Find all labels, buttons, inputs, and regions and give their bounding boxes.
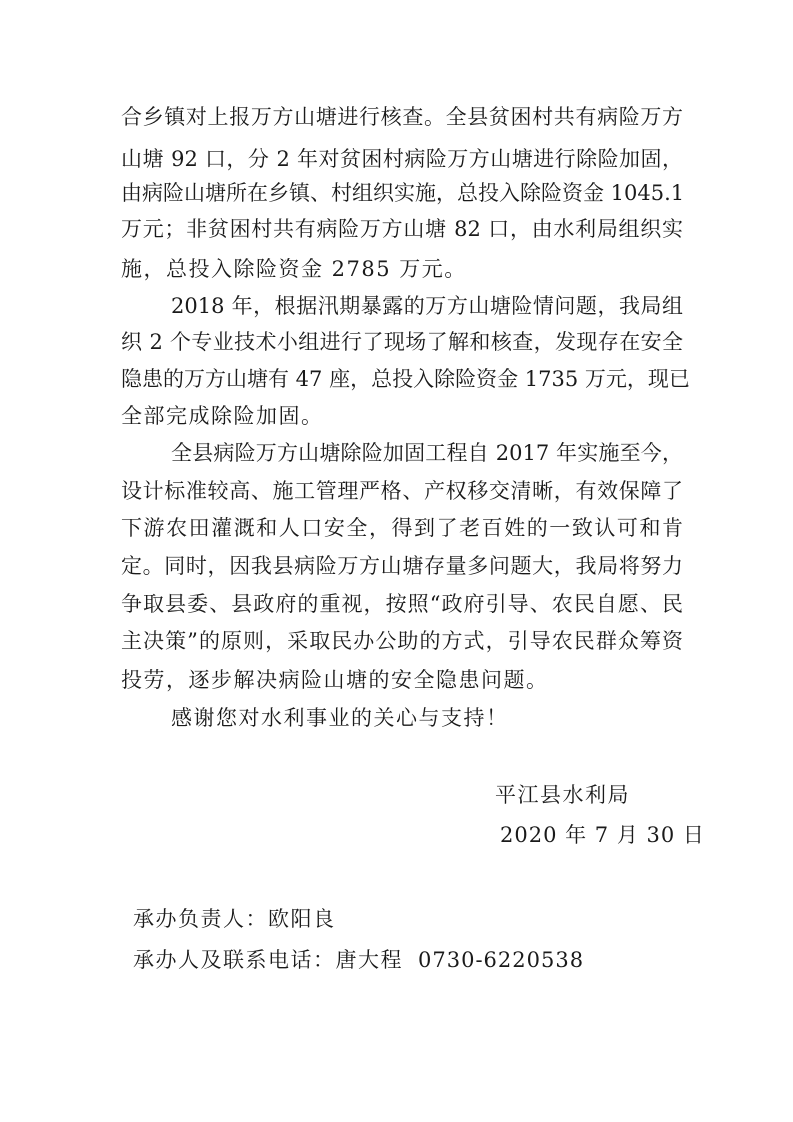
signature-date: 2020 年 7 月 30 日 [500, 823, 705, 847]
paragraph-line: 合乡镇对上报万方山塘进行核查。全县贫困村共有病险万方 [121, 105, 683, 129]
paragraph-line: 全部完成除险加固。 [121, 404, 324, 428]
contact-phone: 0730-6220538 [418, 948, 585, 972]
paragraph-line: 设计标准较高、施工管理严格、产权移交清晰，有效保障了 [121, 479, 683, 503]
paragraph-line: 下游农田灌溉和人口安全，得到了老百姓的一致认可和肯 [121, 516, 683, 540]
paragraph-line: 万元；非贫困村共有病险万方山塘 82 口，由水利局组织实 [121, 217, 683, 241]
contact-responsible: 承办负责人：欧阳良 [133, 907, 336, 931]
closing-thanks: 感谢您对水利事业的关心与支持！ [171, 706, 509, 730]
paragraph-line: 定。同时，因我县病险万方山塘存量多问题大，我局将努力 [121, 554, 683, 578]
paragraph-line: 全县病险万方山塘除险加固工程自 2017 年实施至今， [171, 441, 683, 465]
paragraph-line: 争取县委、县政府的重视，按照“政府引导、农民自愿、民 [121, 592, 683, 616]
paragraph-line: 由病险山塘所在乡镇、村组织实施，总投入除险资金 1045.1 [121, 181, 685, 205]
paragraph-line: 隐患的万方山塘有 47 座，总投入除险资金 1735 万元，现已 [121, 367, 690, 391]
paragraph-line: 投劳，逐步解决病险山塘的安全隐患问题。 [121, 668, 549, 692]
contact-handler: 承办人及联系电话：唐大程 [133, 948, 403, 972]
paragraph-line: 主决策”的原则，采取民办公助的方式，引导农民群众筹资 [121, 629, 683, 653]
paragraph-line: 施，总投入除险资金 2785 万元。 [121, 257, 467, 281]
paragraph-line: 山塘 92 口，分 2 年对贫困村病险万方山塘进行除险加固， [121, 147, 683, 171]
paragraph-line: 织 2 个专业技术小组进行了现场了解和核查，发现存在安全 [121, 330, 683, 354]
paragraph-line: 2018 年，根据汛期暴露的万方山塘险情问题，我局组 [171, 294, 683, 318]
signature-organization: 平江县水利局 [495, 783, 630, 807]
